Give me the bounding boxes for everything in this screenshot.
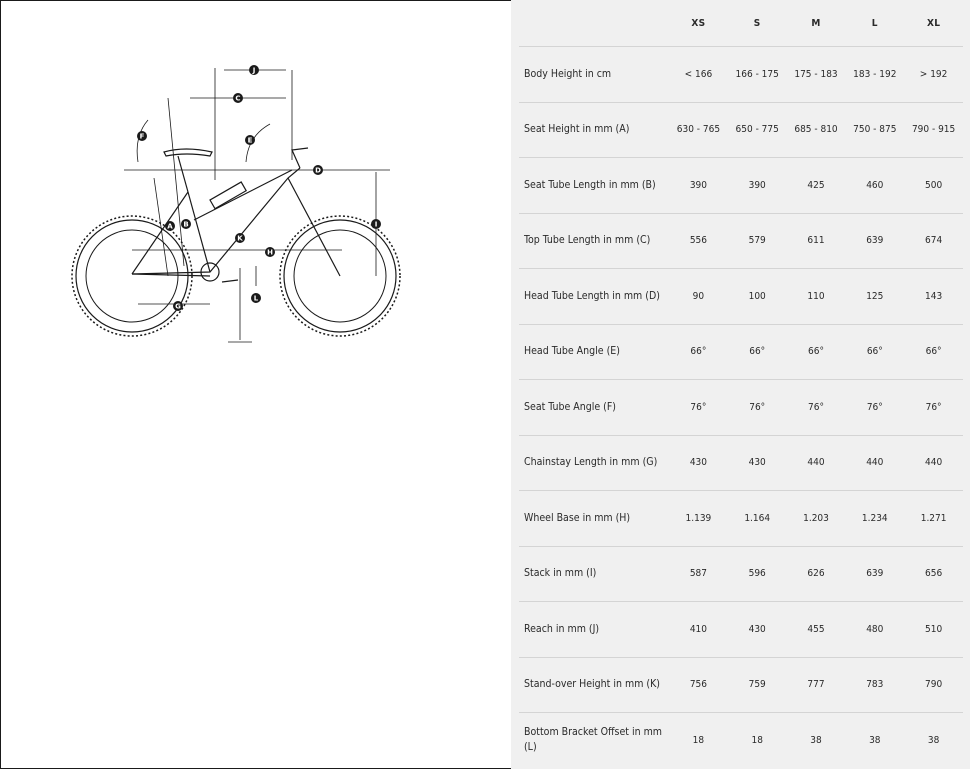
svg-text:J: J: [252, 66, 256, 75]
table-row: [519, 491, 963, 547]
size-header: M: [811, 17, 821, 29]
header-spacer: [519, 0, 669, 47]
cell-value: 756: [689, 679, 707, 691]
stem-bar: [292, 148, 308, 168]
cell-value: 175 - 183: [794, 68, 838, 80]
table-row: [519, 269, 963, 325]
cell-value: 66°: [690, 346, 707, 358]
table-row: [519, 102, 963, 158]
cell-value: 76°: [866, 401, 883, 413]
marker-e-icon: [245, 135, 255, 145]
table-row: [519, 158, 963, 214]
cell-value: 110: [807, 290, 825, 302]
marker-g-icon: [173, 301, 183, 311]
cell-value: 430: [748, 457, 766, 469]
cell-value: 76°: [925, 401, 942, 413]
geometry-table: [519, 0, 963, 768]
saddle: [164, 149, 212, 156]
cell-value: 656: [925, 568, 943, 580]
cell-value: 76°: [690, 401, 707, 413]
row-label: Head Tube Angle (E): [524, 345, 620, 358]
bike-illustration: [60, 60, 410, 350]
row-label: Bottom Bracket Offset in mm (L): [524, 726, 662, 754]
cell-value: 650 - 775: [735, 124, 779, 136]
cell-value: 783: [866, 679, 884, 691]
marker-b-icon: [181, 219, 191, 229]
cell-value: 500: [925, 179, 943, 191]
top-tube: [194, 170, 292, 220]
row-label: Head Tube Length in mm (D): [524, 289, 660, 302]
row-label: Seat Tube Length in mm (B): [524, 178, 656, 191]
cell-value: 630 - 765: [676, 124, 721, 136]
cell-value: 183 - 192: [853, 68, 897, 80]
cell-value: 90: [692, 290, 705, 302]
size-header: L: [871, 17, 878, 29]
row-label: Reach in mm (J): [524, 622, 600, 635]
cell-value: 440: [866, 457, 884, 469]
cell-value: 430: [748, 623, 766, 635]
cell-value: 440: [925, 457, 943, 469]
cell-value: 18: [751, 734, 763, 746]
cell-value: 1.203: [803, 512, 829, 524]
row-label: Stack in mm (I): [524, 567, 597, 580]
rear-tire: [72, 216, 192, 336]
cell-value: 100: [748, 290, 766, 302]
cell-value: 790 - 915: [911, 124, 956, 136]
cell-value: 556: [689, 235, 707, 247]
row-label: Seat Height in mm (A): [524, 123, 630, 136]
table-row: [519, 713, 963, 768]
cell-value: 66°: [866, 346, 883, 358]
svg-text:E: E: [247, 136, 253, 145]
svg-text:G: G: [175, 302, 181, 311]
svg-text:F: F: [139, 132, 145, 141]
bike-geometry-diagram: [60, 60, 410, 350]
marker-f-icon: [137, 131, 147, 141]
cell-value: 626: [807, 568, 825, 580]
svg-text:K: K: [237, 234, 243, 243]
cell-value: 143: [925, 290, 943, 302]
cell-value: 76°: [808, 401, 824, 413]
chain-stay: [132, 274, 210, 276]
size-header: S: [753, 17, 761, 29]
cell-value: 425: [807, 179, 825, 191]
table-row: [519, 213, 963, 269]
cell-value: 390: [689, 179, 707, 191]
cell-value: 639: [866, 568, 884, 580]
table-header-row: [519, 0, 963, 47]
cell-value: 639: [866, 235, 884, 247]
cell-value: 611: [807, 235, 825, 247]
cell-value: > 192: [919, 68, 948, 80]
marker-a-icon: [165, 221, 175, 231]
cell-value: 38: [927, 734, 940, 746]
cell-value: 455: [807, 623, 825, 635]
svg-text:A: A: [167, 222, 173, 231]
table-row: [519, 435, 963, 491]
dim-arc-seat-angle-f: [137, 120, 148, 162]
seat-stay: [132, 192, 188, 274]
seat-post: [178, 156, 188, 192]
cell-value: 480: [866, 623, 884, 635]
row-label: Seat Tube Angle (F): [524, 400, 616, 413]
table-row: [519, 546, 963, 602]
geometry-table-panel: [511, 0, 970, 769]
table-row: [519, 380, 963, 436]
cell-value: 759: [748, 679, 766, 691]
cell-value: 66°: [808, 346, 824, 358]
svg-text:D: D: [315, 166, 321, 175]
cell-value: 166 - 175: [735, 68, 779, 80]
rear-rim: [86, 230, 178, 322]
cell-value: 510: [925, 623, 943, 635]
cell-value: 66°: [749, 346, 766, 358]
table-row: [519, 324, 963, 380]
table-row: [519, 47, 963, 103]
cell-value: 460: [866, 179, 884, 191]
svg-text:B: B: [183, 220, 189, 229]
row-label: Body Height in cm: [524, 67, 612, 80]
marker-j-icon: [249, 65, 259, 75]
cell-value: 38: [869, 734, 881, 746]
cell-value: < 166: [684, 68, 713, 80]
size-header: XS: [691, 17, 706, 29]
size-header: XL: [926, 17, 941, 29]
row-label: Chainstay Length in mm (G): [524, 456, 658, 469]
cell-value: 596: [748, 568, 766, 580]
cell-value: 750 - 875: [853, 124, 897, 136]
fork: [288, 178, 340, 276]
cell-value: 685 - 810: [794, 124, 838, 136]
cell-value: 1.164: [744, 512, 771, 524]
cell-value: 66°: [925, 346, 942, 358]
cell-value: 1.234: [861, 512, 888, 524]
svg-text:C: C: [235, 94, 241, 103]
cell-value: 674: [925, 235, 943, 247]
svg-text:H: H: [267, 248, 273, 257]
row-label: Stand-over Height in mm (K): [524, 678, 660, 691]
marker-c-icon: [233, 93, 243, 103]
cell-value: 587: [689, 568, 707, 580]
cell-value: 410: [689, 623, 707, 635]
cell-value: 76°: [749, 401, 766, 413]
seat-tube: [188, 192, 210, 272]
cell-value: 390: [748, 179, 766, 191]
cell-value: 18: [692, 734, 705, 746]
cell-value: 579: [748, 235, 766, 247]
cell-value: 38: [810, 734, 822, 746]
cell-value: 777: [807, 679, 825, 691]
cell-value: 1.271: [920, 512, 947, 524]
cell-value: 125: [866, 290, 884, 302]
crank-arm: [222, 280, 238, 282]
svg-text:I: I: [374, 220, 378, 229]
marker-h-icon: [265, 247, 275, 257]
row-label: Wheel Base in mm (H): [524, 511, 631, 524]
marker-l-icon: [251, 293, 261, 303]
cell-value: 1.139: [685, 512, 712, 524]
marker-k-icon: [235, 233, 245, 243]
table-row: [519, 657, 963, 713]
cell-value: 440: [807, 457, 825, 469]
marker-i-icon: [371, 219, 381, 229]
cell-value: 790: [925, 679, 943, 691]
marker-d-icon: [313, 165, 323, 175]
rear-shock: [210, 182, 246, 209]
svg-text:L: L: [253, 294, 259, 303]
cell-value: 430: [689, 457, 707, 469]
rear-tire-inner: [76, 220, 188, 332]
table-row: [519, 602, 963, 658]
row-label: Top Tube Length in mm (C): [524, 234, 651, 247]
